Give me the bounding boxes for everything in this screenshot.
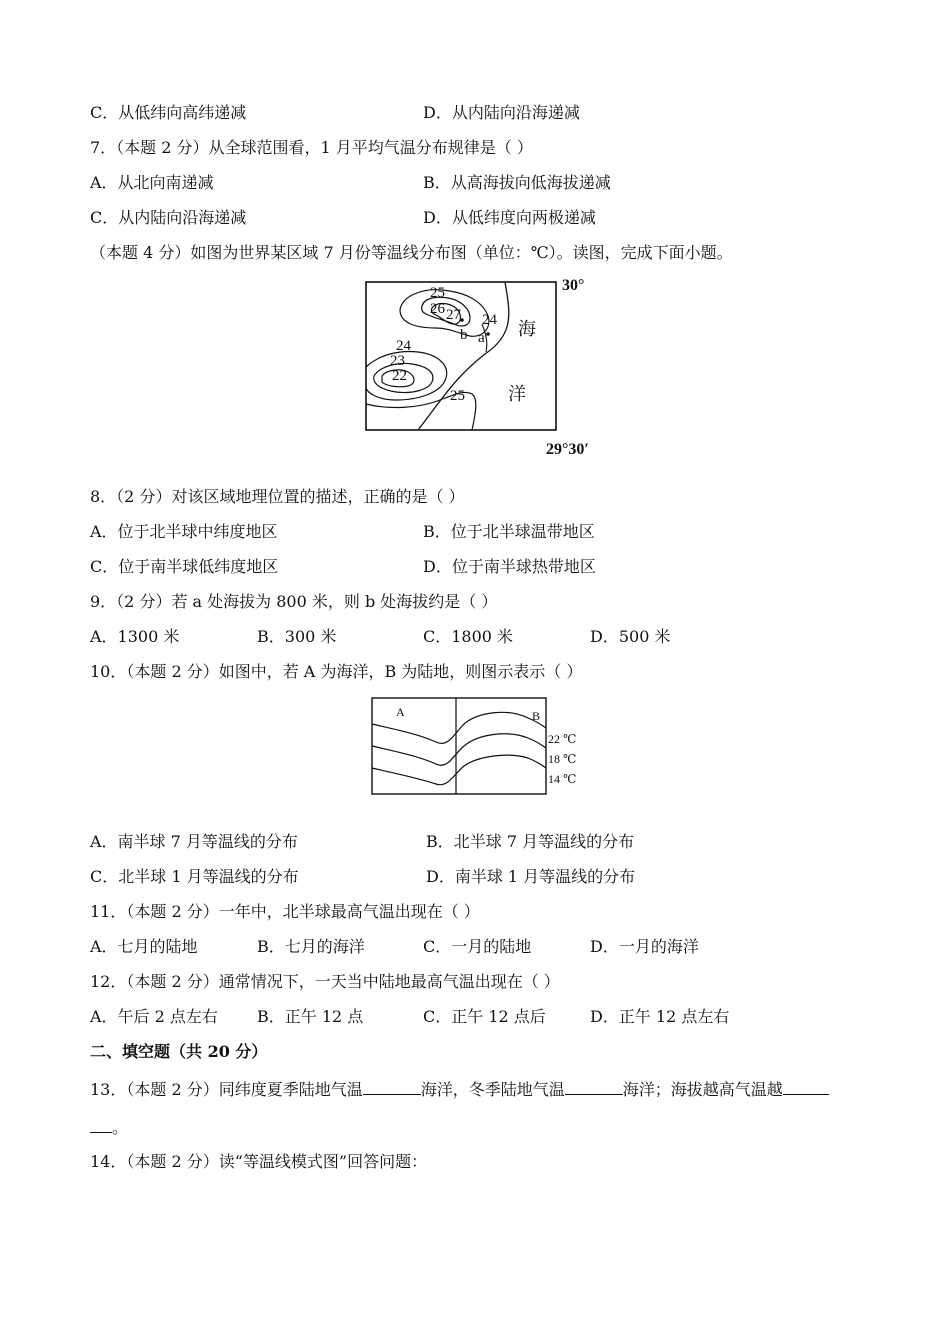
- group-intro: （本题 4 分）如图为世界某区域 7 月份等温线分布图（单位：℃）。读图，完成下面小题。: [90, 243, 733, 262]
- sea-label-2: 洋: [508, 384, 526, 404]
- q8-option-d: D．位于南半球热带地区: [423, 557, 596, 576]
- isotherm-14c: [372, 755, 546, 785]
- q13-blank-3-cont[interactable]: [90, 1116, 112, 1133]
- q11-stem: 11．（本题 2 分）一年中，北半球最高气温出现在（ ）: [90, 902, 480, 921]
- q11-option-d: D．一月的海洋: [590, 937, 699, 956]
- lat-top-label: 30°: [562, 277, 585, 294]
- q8-option-a: A．位于北半球中纬度地区: [90, 522, 278, 541]
- q12-option-c: C．正午 12 点后: [423, 1007, 546, 1026]
- q12-option-d: D．正午 12 点左右: [590, 1007, 730, 1026]
- q13-blank-1[interactable]: [363, 1078, 421, 1095]
- q11-option-a: A．七月的陆地: [90, 937, 198, 956]
- q10-option-c: C．北半球 1 月等温线的分布: [90, 867, 299, 886]
- iso-label-24-coast: 24: [482, 312, 497, 328]
- temp-label-18: 18 ℃: [548, 752, 577, 766]
- isotherm-map-figure: [360, 272, 610, 460]
- ab-isotherm-figure: [368, 694, 588, 798]
- q6-option-c: C．从低纬向高纬递减: [90, 103, 247, 122]
- q13-blank-2[interactable]: [565, 1078, 623, 1095]
- q7-option-b: B．从高海拔向低海拔递减: [423, 173, 611, 192]
- temp-label-14: 14 ℃: [548, 772, 577, 786]
- iso-label-25-top: 25: [430, 285, 445, 301]
- q13-part-3: 海洋；海拔越高气温越: [622, 1080, 783, 1099]
- iso-label-27: 27: [446, 307, 461, 323]
- q11-option-b: B．七月的海洋: [257, 937, 365, 956]
- region-a-label: A: [396, 705, 405, 719]
- q13-part-1: 13．（本题 2 分）同纬度夏季陆地气温: [90, 1080, 363, 1099]
- q10-option-d: D．南半球 1 月等温线的分布: [426, 867, 636, 886]
- q9-stem: 9．（2 分）若 a 处海拔为 800 米，则 b 处海拔约是（ ）: [90, 592, 498, 611]
- q10-option-a: A．南半球 7 月等温线的分布: [90, 832, 298, 851]
- region-b-label: B: [532, 709, 541, 723]
- q13-end: 。: [112, 1118, 129, 1137]
- iso-label-25-bottom: 25: [450, 388, 465, 404]
- q13-line-2: [90, 1116, 128, 1138]
- q7-option-c: C．从内陆向沿海递减: [90, 208, 247, 227]
- q9-option-c: C．1800 米: [423, 627, 514, 646]
- q8-option-b: B．位于北半球温带地区: [423, 522, 595, 541]
- q6-option-d: D．从内陆向沿海递减: [423, 103, 580, 122]
- section-2-title: 二、填空题（共 20 分）: [90, 1042, 268, 1061]
- q8-option-c: C．位于南半球低纬度地区: [90, 557, 279, 576]
- q14-stem: 14．（本题 2 分）读“等温线模式图”回答问题：: [90, 1152, 428, 1171]
- iso-label-26: 26: [430, 301, 445, 317]
- q12-option-a: A．午后 2 点左右: [90, 1007, 218, 1026]
- isotherm-18c: [372, 734, 546, 765]
- iso-label-24-lower: 24: [396, 338, 411, 354]
- temp-label-22: 22 ℃: [548, 732, 577, 746]
- sea-label-1: 海: [518, 319, 536, 339]
- q13-blank-3[interactable]: [783, 1078, 829, 1095]
- q9-option-d: D．500 米: [590, 627, 671, 646]
- q7-option-d: D．从低纬度向两极递减: [423, 208, 596, 227]
- q7-stem: 7．（本题 2 分）从全球范围看，1 月平均气温分布规律是（ ）: [90, 138, 533, 157]
- iso-label-23: 23: [390, 353, 405, 369]
- lat-bottom-label: 29°30′: [546, 441, 589, 458]
- q10-option-b: B．北半球 7 月等温线的分布: [426, 832, 635, 851]
- q8-stem: 8．（2 分）对该区域地理位置的描述，正确的是（ ）: [90, 487, 465, 506]
- q7-option-a: A．从北向南递减: [90, 173, 214, 192]
- point-b-label: b: [460, 327, 468, 343]
- q9-option-a: A．1300 米: [90, 627, 180, 646]
- q10-stem: 10．（本题 2 分）如图中，若 A 为海洋，B 为陆地，则图示表示（ ）: [90, 662, 583, 681]
- q13-line-1: [90, 1078, 829, 1100]
- q12-stem: 12．（本题 2 分）通常情况下，一天当中陆地最高气温出现在（ ）: [90, 972, 560, 991]
- q13-part-2: 海洋，冬季陆地气温: [420, 1080, 565, 1099]
- q9-option-b: B．300 米: [257, 627, 337, 646]
- q12-option-b: B．正午 12 点: [257, 1007, 364, 1026]
- iso-label-22: 22: [392, 368, 407, 384]
- point-a-dot: [486, 332, 490, 336]
- q11-option-c: C．一月的陆地: [423, 937, 532, 956]
- point-a-label: a: [478, 330, 485, 346]
